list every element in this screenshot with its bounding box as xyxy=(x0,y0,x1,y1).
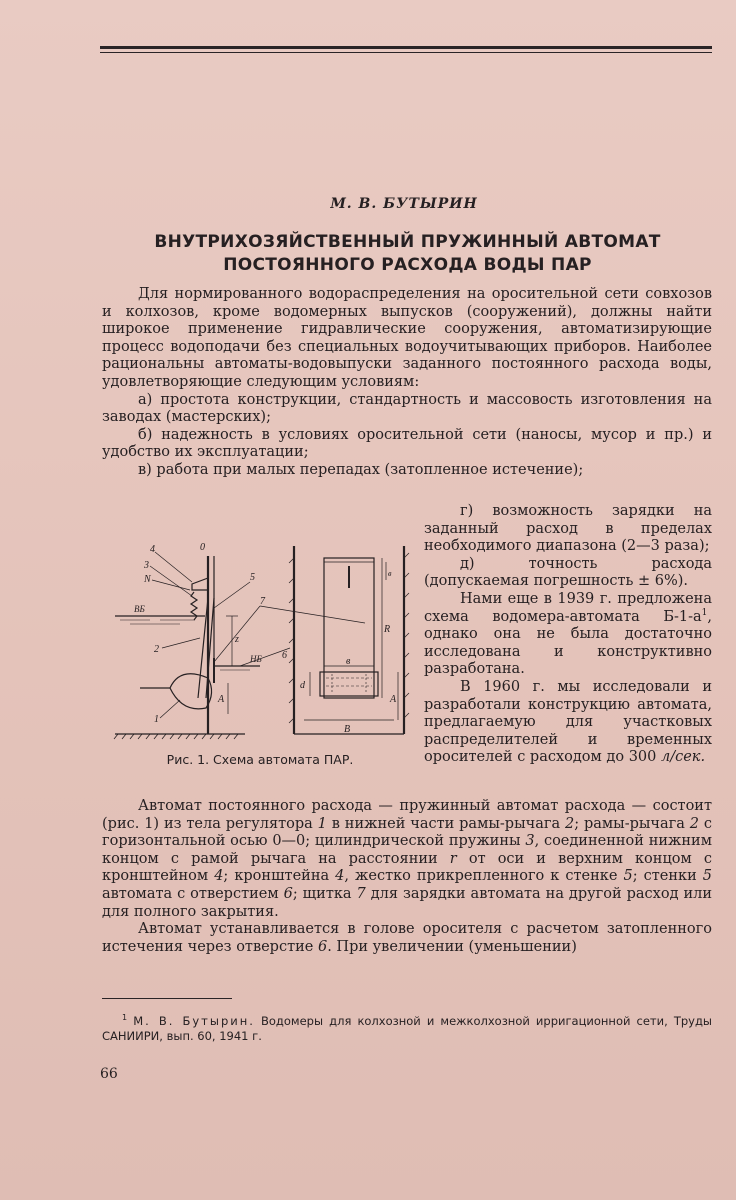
label-z: z xyxy=(235,634,239,645)
label-2: 2 xyxy=(154,644,159,655)
intro-paragraph: Для нормированного водораспределения на оросительной сети совхозов и колхозов, кроме водомерных выпусков (сооружений), должны найти широкое применение гидравлические сооружения, автоматизирующие процесс водоподачи без специальных водоучитывающих приборов. Наиболее рациональны автоматы-водовыпуски заданного постоянного расхода воды, удовлетворяющие следующим условиям: xyxy=(102,286,712,390)
figure-caption: Рис. 1. Схема автомата ПАР. xyxy=(166,752,354,767)
label-0: 0 xyxy=(200,542,205,553)
flow-unit: л/сек. xyxy=(660,749,706,766)
intro-section xyxy=(102,286,712,480)
label-nb: НБ xyxy=(250,654,262,664)
title-line-1: ВНУТРИХОЗЯЙСТВЕННЫЙ ПРУЖИННЫЙ АВТОМАТ xyxy=(154,232,661,252)
article-title xyxy=(120,231,695,277)
footnote: $^1$ М. В. Бутырин. Водомеры для колхозной и межколхозной ирригационной сети, Труды САНИИРИ, вып. 60, 1941 г. xyxy=(102,1013,713,1043)
label-R: R xyxy=(384,624,391,635)
header-rule-thick xyxy=(100,46,712,49)
figure-automat-diagram xyxy=(110,538,410,740)
label-vb: ВБ xyxy=(134,604,145,614)
label-b-inner: в xyxy=(346,656,351,667)
condition-d: д) точность расхода (допускаемая погрешность ± 6%). xyxy=(424,555,712,590)
condition-v: в) работа при малых перепадах (затопленное истечение); xyxy=(138,461,584,478)
label-B: B xyxy=(344,724,351,735)
label-1: 1 xyxy=(154,714,159,725)
label-4: 4 xyxy=(150,544,155,555)
main-paragraph-2: Автомат устанавливается в голове оросителя с расчетом затопленного истечения через отверстие 6. При увеличении (уменьшении) xyxy=(102,921,712,955)
condition-a: а) простота конструкции, стандартность и массовость изготовления на заводах (мастерских); xyxy=(102,391,712,426)
right-column xyxy=(424,503,712,767)
title-line-2: ПОСТОЯННОГО РАСХОДА ВОДЫ ПАР xyxy=(223,255,592,275)
footnote-rule xyxy=(102,998,232,999)
header-rule-thin xyxy=(100,52,712,53)
label-b-top: в xyxy=(388,569,392,578)
footnote-text: Водомеры для колхозной и межколхозной ирригационной сети, Труды САНИИРИ, вып. 60, 1941 г. xyxy=(102,1014,713,1043)
history-paragraph-2: В 1960 г. мы исследовали и разработали конструкцию автомата, предлагаемую для участковых распределителей и временных оросителей с расходом до 300 л/сек. xyxy=(424,678,712,766)
main-paragraph-1: Автомат постоянного расхода — пружинный автомат расхода — состоит (рис. 1) из тела регулятора 1 в нижней части рамы-рычага 2; рамы-рычага 2 с горизонтальной осью 0—0; цилиндрической пружины 3, соединенной нижним концом с рамой рычага на расстоянии r от оси и верхним концом с кронштейном 4; кронштейна 4, жестко прикрепленного к стенке 5; стенки 5 автомата с отверстием 6; щитка 7 для зарядки автомата на другой расход или для полного закрытия. xyxy=(102,798,713,920)
label-A: A xyxy=(218,694,225,705)
label-5: 5 xyxy=(250,572,255,583)
main-section xyxy=(102,798,712,956)
page-number: 66 xyxy=(100,1066,118,1082)
label-3: 3 xyxy=(144,560,149,571)
label-N: N xyxy=(144,574,151,585)
article-author: М. В. БУТЫРИН xyxy=(330,196,478,212)
label-d: d xyxy=(300,680,305,691)
label-6: 6 xyxy=(282,650,287,661)
history-paragraph-1: Нами еще в 1939 г. предложена схема водомера-автомата $Б-1-а^1$, однако она не была достаточно исследована и конструктивно разработана. xyxy=(424,590,712,678)
condition-g: г) возможность зарядки на заданный расход в пределах необходимого диапазона (2—3 раза); xyxy=(424,503,712,555)
label-7: 7 xyxy=(260,596,265,607)
label-A-right: A xyxy=(390,694,397,705)
footnote-ref: 1 xyxy=(701,607,708,618)
condition-b: б) надежность в условиях оросительной сети (наносы, мусор и пр.) и удобство их эксплуатации; xyxy=(102,426,712,461)
footnote-author: М. В. Бутырин. xyxy=(133,1014,255,1028)
